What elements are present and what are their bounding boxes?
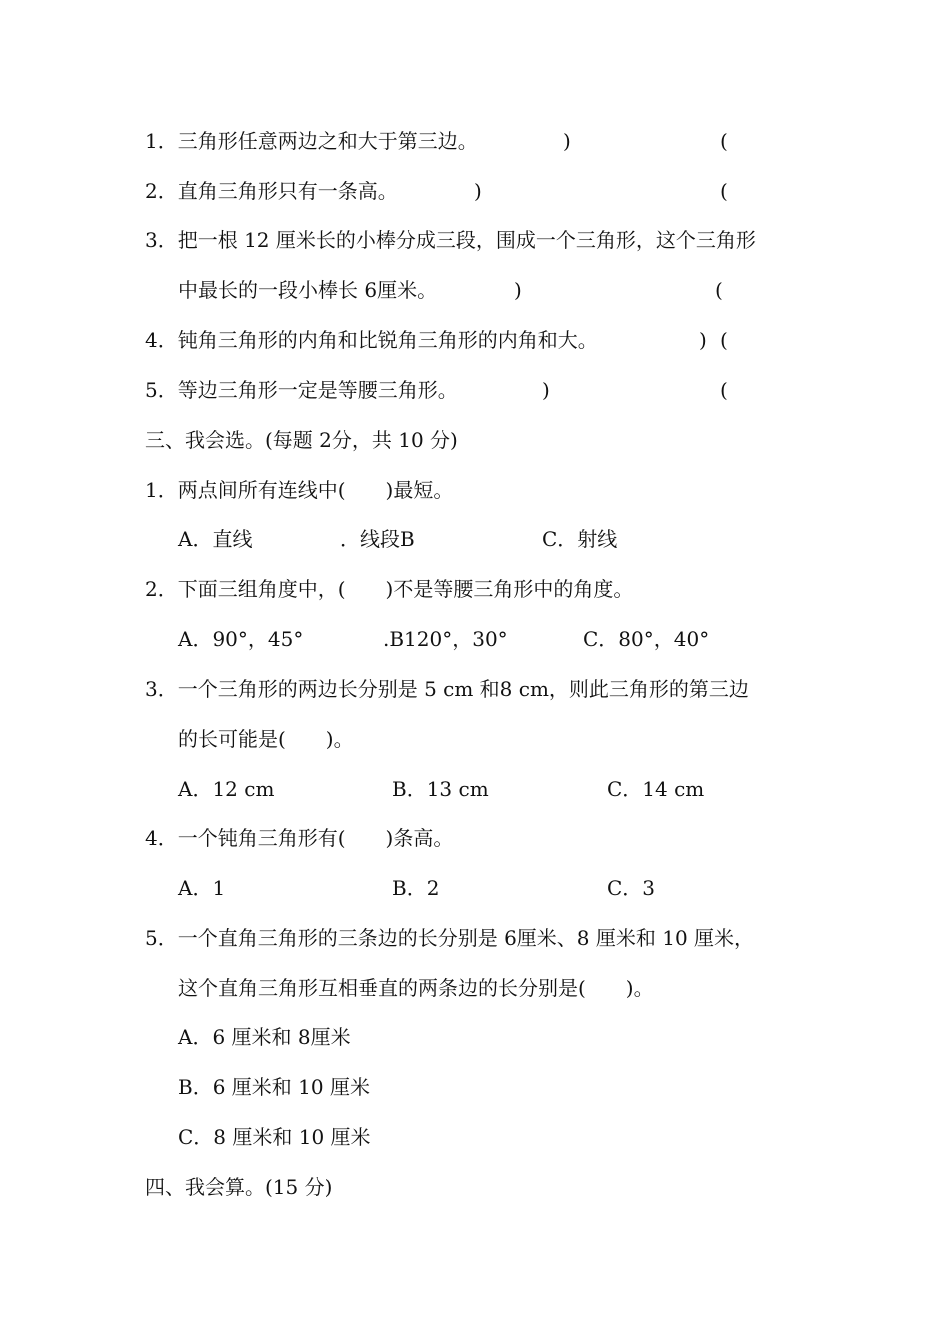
choice-1-option-c: C．射线 — [542, 527, 618, 551]
choice-5-option-a: A．6 厘米和 8厘米 — [178, 1025, 351, 1049]
choice-5-option-c: C．8 厘米和 10 厘米 — [178, 1125, 371, 1149]
choice-2-option-c: C．80°，40° — [583, 627, 710, 651]
choice-4-option-c: C．3 — [607, 876, 656, 900]
judge-3-close-paren: ) — [514, 278, 522, 302]
choice-3-question-cont: 的长可能是( )。 — [178, 727, 354, 751]
choice-2-option-a: A．90°，45° — [178, 627, 304, 651]
judge-4-text: 4．钝角三角形的内角和比锐角三角形的内角和大。 — [145, 328, 598, 352]
judge-1-close-paren: ) — [563, 129, 571, 153]
choice-2-option-b: .B120°，30° — [383, 627, 508, 651]
choice-3-option-a: A．12 cm — [178, 777, 275, 801]
judge-5-text: 5．等边三角形一定是等腰三角形。 — [145, 378, 458, 402]
choice-4-option-a: A．1 — [178, 876, 226, 900]
choice-1-question: 1．两点间所有连线中( )最短。 — [145, 478, 454, 502]
judge-5-open-paren: ( — [720, 378, 728, 402]
choice-1-option-b: ．线段B — [340, 527, 415, 551]
judge-2-close-paren: ) — [474, 179, 482, 203]
section-4-title: 四、我会算。(15 分) — [145, 1175, 333, 1199]
judge-3-text-cont: 中最长的一段小棒长 6厘米。 — [178, 278, 438, 302]
choice-5-question-cont: 这个直角三角形互相垂直的两条边的长分别是( )。 — [178, 976, 654, 1000]
judge-2-text: 2．直角三角形只有一条高。 — [145, 179, 398, 203]
judge-5-close-paren: ) — [542, 378, 550, 402]
choice-4-question: 4．一个钝角三角形有( )条高。 — [145, 826, 454, 850]
section-3-title: 三、我会选。(每题 2分，共 10 分) — [145, 428, 458, 452]
judge-3-open-paren: ( — [715, 278, 723, 302]
choice-3-option-c: C．14 cm — [607, 777, 705, 801]
judge-4-close-paren: ) — [699, 328, 707, 352]
choice-1-option-a: A．直线 — [178, 527, 253, 551]
choice-5-option-b: B．6 厘米和 10 厘米 — [178, 1075, 370, 1099]
choice-2-question: 2．下面三组角度中，( )不是等腰三角形中的角度。 — [145, 577, 634, 601]
judge-3-text: 3．把一根 12 厘米长的小棒分成三段，围成一个三角形，这个三角形 — [145, 228, 756, 252]
choice-5-question: 5．一个直角三角形的三条边的长分别是 6厘米、8 厘米和 10 厘米， — [145, 926, 755, 950]
judge-2-open-paren: ( — [720, 179, 728, 203]
judge-1-text: 1．三角形任意两边之和大于第三边。 — [145, 129, 478, 153]
choice-3-option-b: B．13 cm — [392, 777, 489, 801]
choice-3-question: 3．一个三角形的两边长分别是 5 cm 和8 cm，则此三角形的第三边 — [145, 677, 749, 701]
choice-4-option-b: B．2 — [392, 876, 440, 900]
judge-4-open-paren: ( — [720, 328, 728, 352]
judge-1-open-paren: ( — [720, 129, 728, 153]
